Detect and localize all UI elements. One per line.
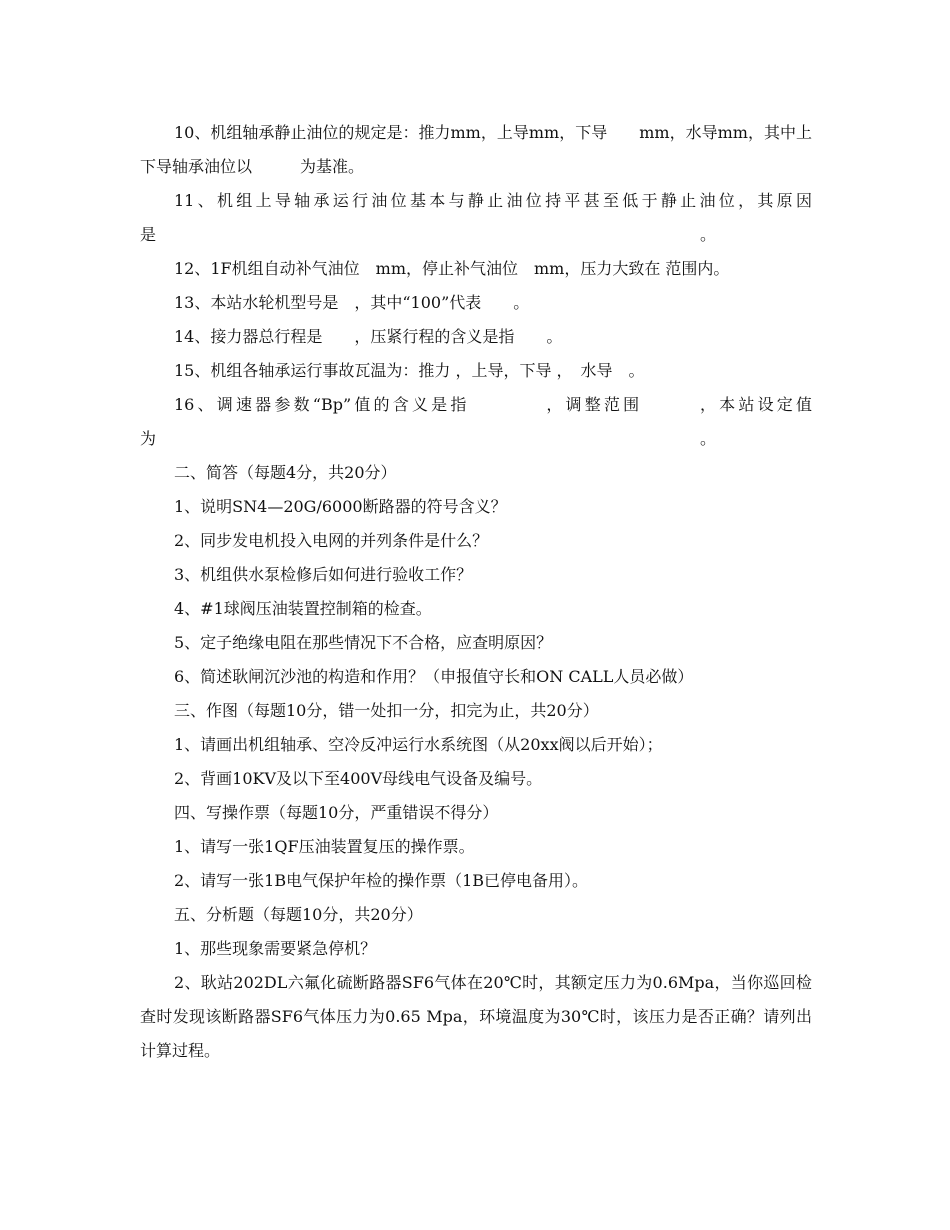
section-heading-operation-ticket: 四、写操作票（每题10分，严重错误不得分）	[174, 803, 499, 822]
short-answer-4: 4、#1球阀压油装置控制箱的检查。	[174, 599, 432, 618]
analysis-1: 1、那些现象需要紧急停机？	[174, 939, 377, 958]
operation-ticket-2: 2、请写一张1B电气保护年检的操作票（1B已停电备用）。	[174, 871, 589, 890]
drawing-2: 2、背画10KV及以下至400V母线电气设备及编号。	[174, 769, 543, 788]
short-answer-1: 1、说明SN4—20G/6000断路器的符号含义？	[174, 497, 507, 516]
analysis-2: 2、耿站202DL六氟化硫断路器SF6气体在20℃时，其额定压力为0.6Mpa，当你巡回检查时发现该断路器SF6气体压力为0.65 Mpa，环境温度为30℃时，该压力是否正确？请列出计算过程。	[140, 973, 812, 1060]
short-answer-5: 5、定子绝缘电阻在那些情况下不合格，应查明原因？	[174, 633, 553, 652]
section-heading-analysis: 五、分析题（每题10分，共20分）	[174, 905, 423, 924]
question-fill-14: 14、接力器总行程是 ，压紧行程的含义是指 。	[174, 327, 563, 346]
short-answer-3: 3、机组供水泵检修后如何进行验收工作？	[174, 565, 473, 584]
document-body	[140, 116, 812, 1068]
section-heading-short-answer: 二、简答（每题4分，共20分）	[174, 463, 397, 482]
section-heading-drawing: 三、作图（每题10分，错一处扣一分，扣完为止，共20分）	[174, 701, 599, 720]
question-fill-16: 16、调速器参数“Bp”值的含义是指 ，调整范围 ，本站设定值为 。	[140, 395, 812, 448]
question-fill-15: 15、机组各轴承运行事故瓦温为：推力 ，上导，下导 ， 水导 。	[174, 361, 645, 380]
drawing-1: 1、请画出机组轴承、空冷反冲运行水系统图（从20xx阀以后开始）；	[174, 735, 663, 754]
short-answer-6: 6、简述耿闸沉沙池的构造和作用？（申报值守长和ON CALL人员必做）	[174, 667, 694, 686]
question-fill-13: 13、本站水轮机型号是 ，其中“100”代表 。	[174, 293, 530, 312]
question-fill-10: 10、机组轴承静止油位的规定是：推力mm，上导mm，下导 mm，水导mm，其中上下导轴承油位以 为基准。	[140, 123, 812, 176]
operation-ticket-1: 1、请写一张1QF压油装置复压的操作票。	[174, 837, 475, 856]
question-fill-12: 12、1F机组自动补气油位 mm，停止补气油位 mm，压力大致在 范围内。	[174, 259, 730, 278]
short-answer-2: 2、同步发电机投入电网的并列条件是什么？	[174, 531, 489, 550]
question-fill-11: 11、机组上导轴承运行油位基本与静止油位持平甚至低于静止油位，其原因是 。	[140, 191, 812, 244]
